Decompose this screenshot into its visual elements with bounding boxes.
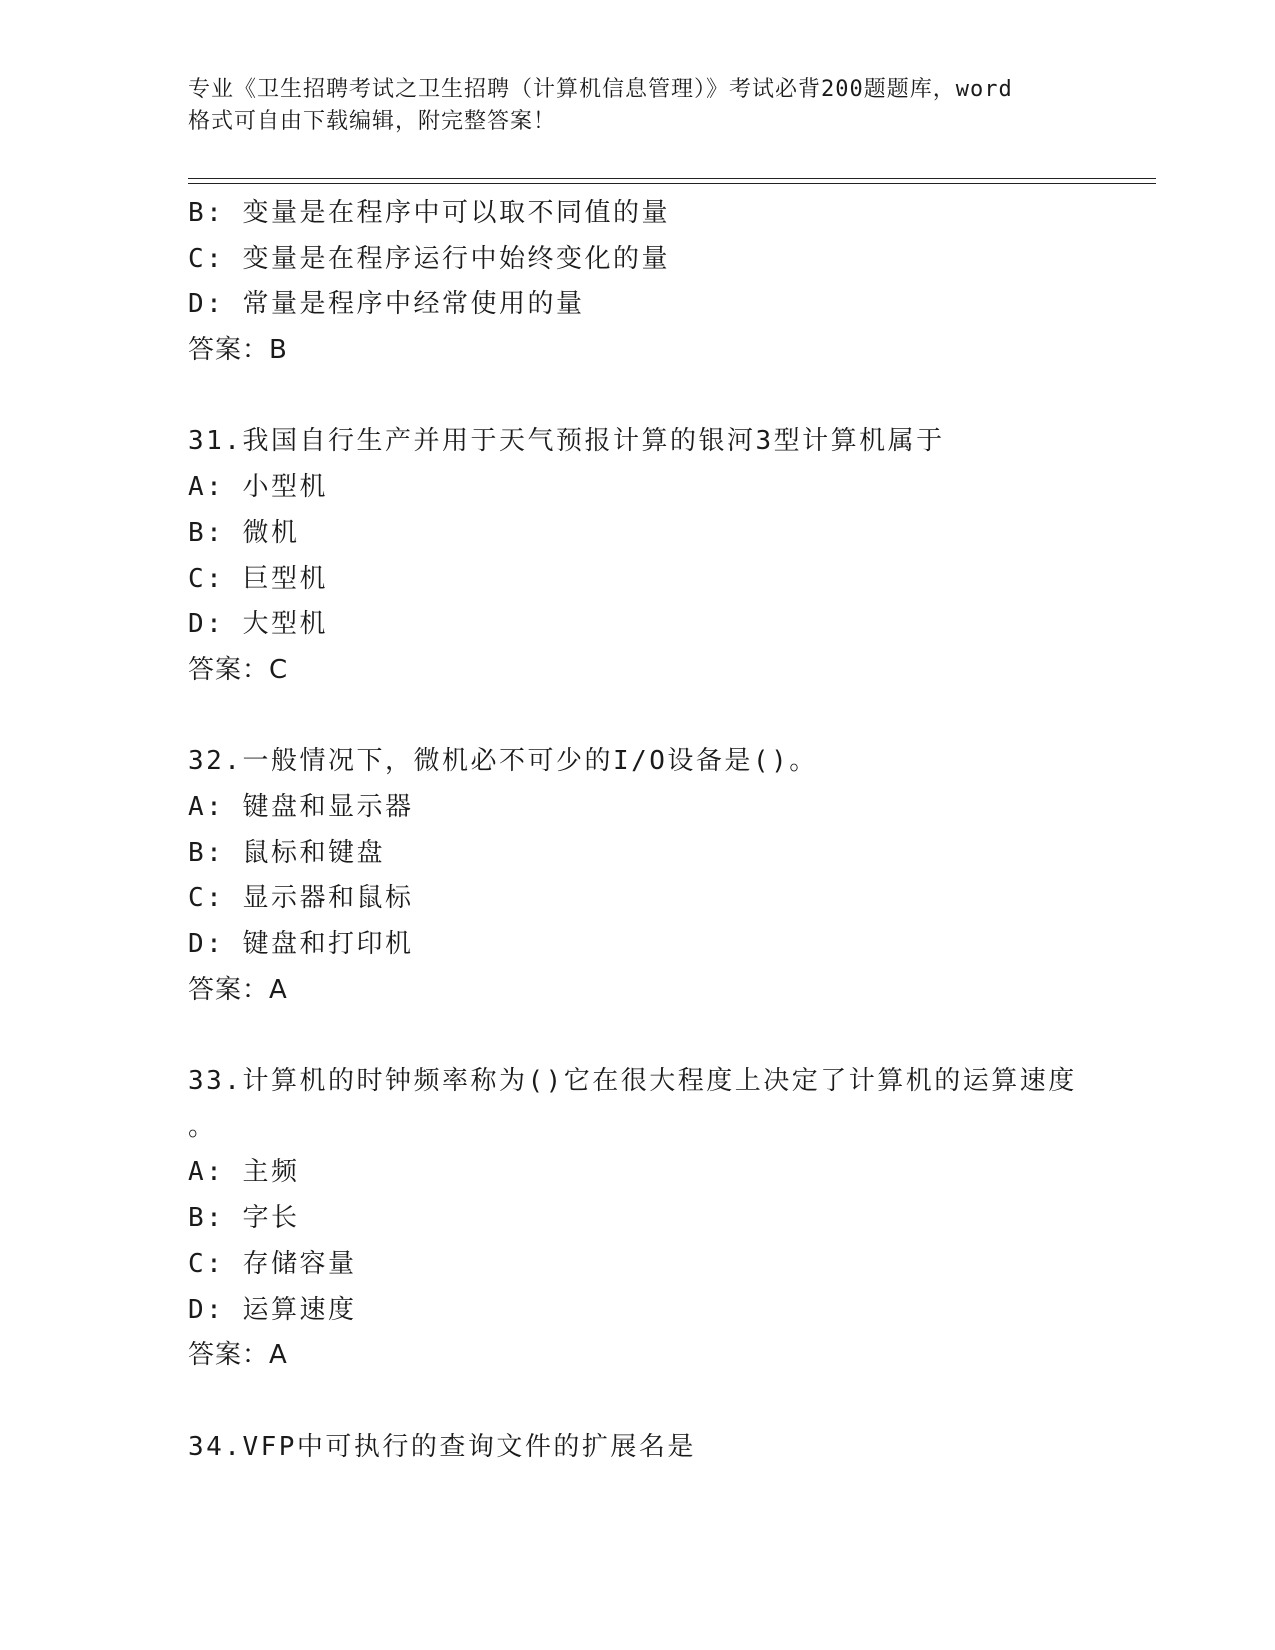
header-divider-bottom (188, 183, 1156, 184)
option-b: B: 字长 (188, 1203, 300, 1234)
answer-label: 答案：A (188, 974, 288, 1005)
spacer (188, 1013, 1148, 1059)
option-c: C: 显示器和鼠标 (188, 883, 414, 914)
question-34 (188, 1425, 1148, 1471)
question-33 (188, 1059, 1148, 1379)
question-stem: 33.计算机的时钟频率称为()它在很大程度上决定了计算机的运算速度 (188, 1066, 1077, 1097)
option-c: C: 存储容量 (188, 1248, 357, 1279)
option-d: D: 键盘和打印机 (188, 929, 414, 959)
answer-label: 答案：A (188, 1340, 288, 1371)
question-stem: 34.VFP中可执行的查询文件的扩展名是 (188, 1431, 696, 1462)
answer-label: 答案：B (188, 335, 288, 366)
spacer (188, 1379, 1148, 1425)
header-line-1: 专业《卫生招聘考试之卫生招聘（计算机信息管理）》考试必背200题题库，word (188, 77, 1013, 102)
question-30-continuation (188, 191, 1148, 374)
question-32 (188, 739, 1148, 1013)
spacer (188, 374, 1148, 420)
option-b: B: 鼠标和键盘 (188, 837, 385, 868)
option-a: A: 主频 (188, 1157, 300, 1188)
question-stem: 32.一般情况下，微机必不可少的I/O设备是()。 (188, 746, 818, 777)
question-list (188, 191, 1148, 1470)
option-b: B: 微机 (188, 517, 300, 548)
option-d: D: 运算速度 (188, 1294, 357, 1325)
option-b: B: 变量是在程序中可以取不同值的量 (188, 198, 670, 228)
question-31 (188, 419, 1148, 693)
option-d: D: 常量是程序中经常使用的量 (188, 289, 585, 320)
option-c: C: 变量是在程序运行中始终变化的量 (188, 243, 670, 274)
option-a: A: 小型机 (188, 472, 328, 503)
option-d: D: 大型机 (188, 609, 328, 640)
option-c: C: 巨型机 (188, 563, 328, 594)
option-a: A: 键盘和显示器 (188, 791, 414, 822)
answer-label: 答案：C (188, 654, 289, 685)
document-header (188, 74, 1108, 138)
header-line-2: 格式可自由下载编辑，附完整答案！ (188, 109, 557, 134)
header-divider-top (188, 178, 1156, 179)
question-stem: 31.我国自行生产并用于天气预报计算的银河3型计算机属于 (188, 426, 945, 457)
spacer (188, 694, 1148, 740)
question-stem-continuation: 。 (188, 1111, 217, 1142)
